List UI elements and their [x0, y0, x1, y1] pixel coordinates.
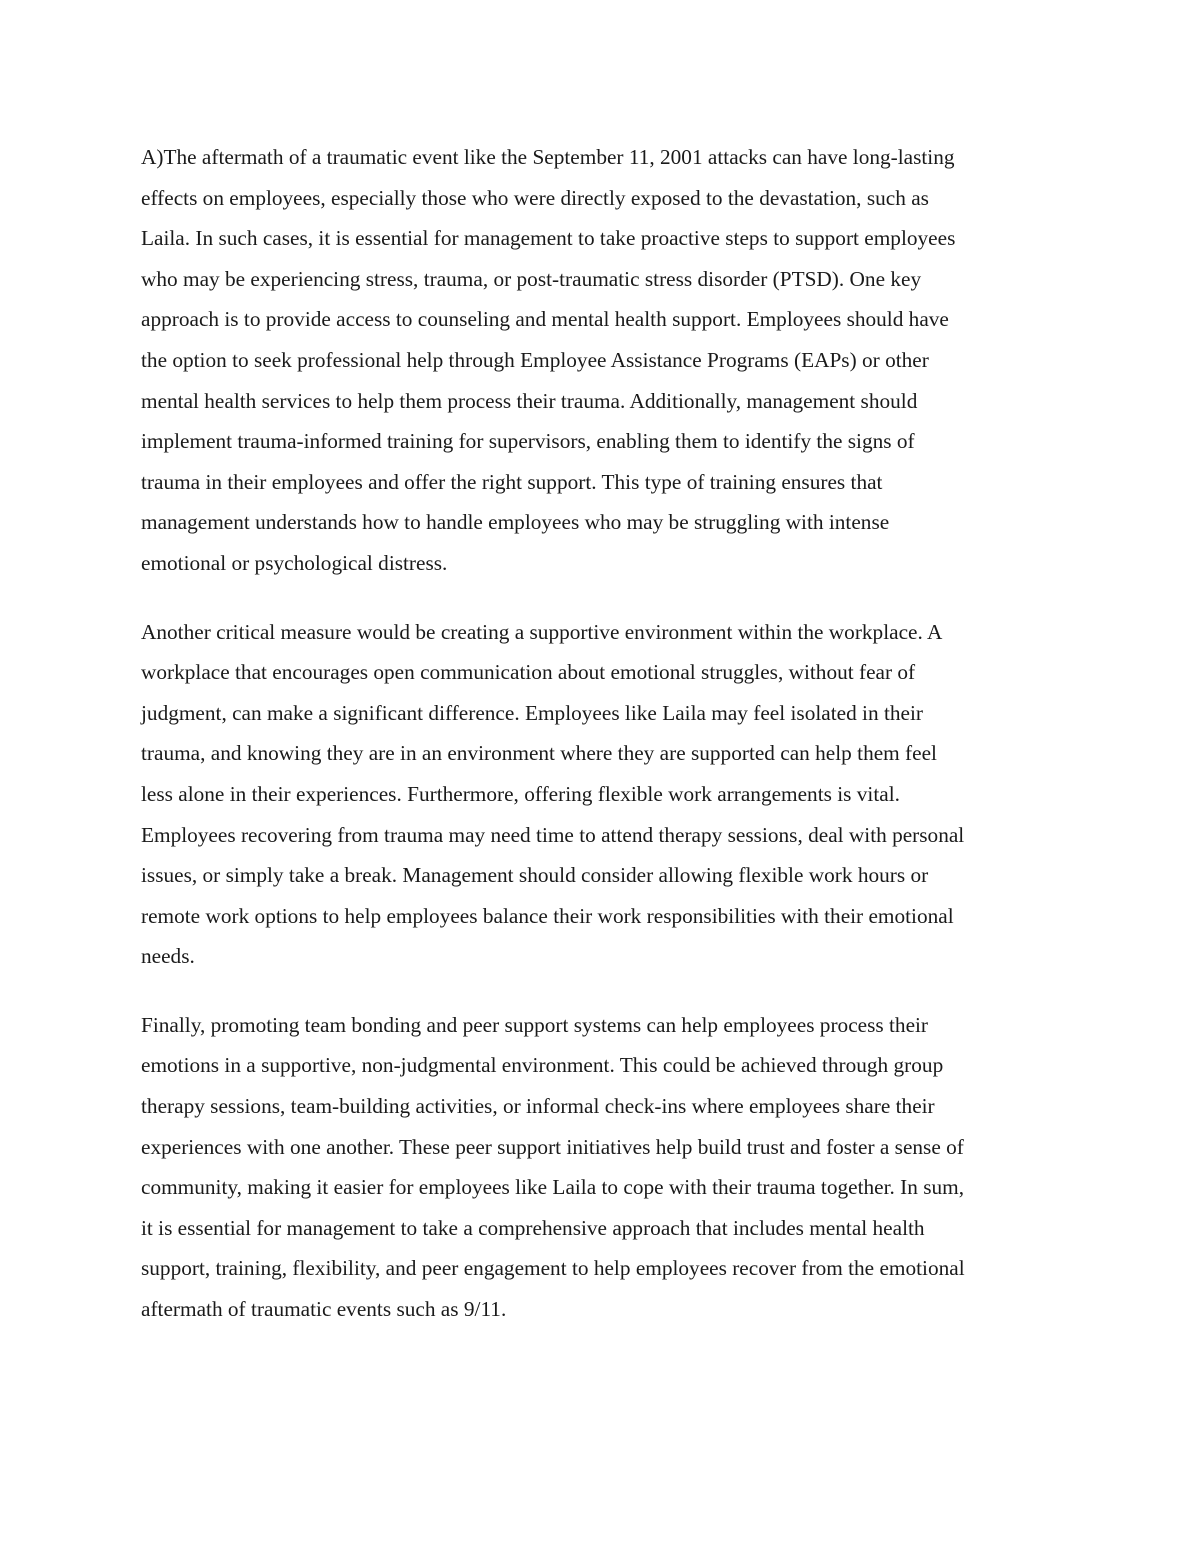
- paragraph-line: approach is to provide access to counseling and mental health support. Employees should have: [141, 307, 949, 332]
- paragraph-line: implement trauma-informed training for supervisors, enabling them to identify the signs of: [141, 429, 915, 454]
- paragraph-line: therapy sessions, team-building activities, or informal check-ins where employees share their: [141, 1094, 935, 1119]
- document-body: [141, 137, 1066, 1358]
- paragraph-line: the option to seek professional help through Employee Assistance Programs (EAPs) or other: [141, 347, 929, 372]
- paragraph-line: trauma, and knowing they are in an environment where they are supported can help them feel: [141, 741, 937, 766]
- paragraph-line: management understands how to handle employees who may be struggling with intense: [141, 510, 890, 535]
- paragraph-line: experiences with one another. These peer support initiatives help build trust and foster a sense of: [141, 1134, 964, 1159]
- paragraph-line: Finally, promoting team bonding and peer support systems can help employees process their: [141, 1012, 929, 1037]
- paragraph-line: remote work options to help employees balance their work responsibilities with their emotional: [141, 903, 954, 928]
- paragraph-line: A)The aftermath of a traumatic event like the September 11, 2001 attacks can have long-lasting: [141, 145, 955, 169]
- paragraph-line: judgment, can make a significant difference. Employees like Laila may feel isolated in their: [141, 700, 923, 725]
- paragraph-line: aftermath of traumatic events such as 9/11.: [141, 1297, 507, 1322]
- paragraph-line: Another critical measure would be creating a supportive environment within the workplace. A: [141, 619, 943, 644]
- paragraph-line: effects on employees, especially those who were directly exposed to the devastation, such as: [141, 185, 929, 210]
- paragraph-line: it is essential for management to take a comprehensive approach that includes mental health: [141, 1215, 925, 1240]
- paragraph-line: trauma in their employees and offer the right support. This type of training ensures that: [141, 469, 883, 494]
- paragraph-line: emotions in a supportive, non-judgmental environment. This could be achieved through group: [141, 1053, 944, 1078]
- paragraph-line: Laila. In such cases, it is essential for management to take proactive steps to support employees: [141, 226, 956, 251]
- paragraph-3: [141, 1005, 1066, 1330]
- paragraph-line: Employees recovering from trauma may need time to attend therapy sessions, deal with personal: [141, 822, 965, 847]
- paragraph-line: issues, or simply take a break. Management should consider allowing flexible work hours or: [141, 863, 929, 888]
- paragraph-line: community, making it easier for employees like Laila to cope with their trauma together. In sum,: [141, 1175, 965, 1200]
- paragraph-2: [141, 612, 1066, 977]
- paragraph-line: support, training, flexibility, and peer engagement to help employees recover from the emotional: [141, 1256, 965, 1281]
- paragraph-1: [141, 137, 1066, 584]
- paragraph-line: mental health services to help them process their trauma. Additionally, management should: [141, 388, 918, 413]
- paragraph-line: workplace that encourages open communication about emotional struggles, without fear of: [141, 660, 916, 685]
- paragraph-line: who may be experiencing stress, trauma, or post-traumatic stress disorder (PTSD). One key: [141, 266, 922, 291]
- paragraph-line: emotional or psychological distress.: [141, 550, 448, 575]
- paragraph-line: needs.: [141, 944, 195, 969]
- paragraph-line: less alone in their experiences. Furthermore, offering flexible work arrangements is vital.: [141, 781, 900, 806]
